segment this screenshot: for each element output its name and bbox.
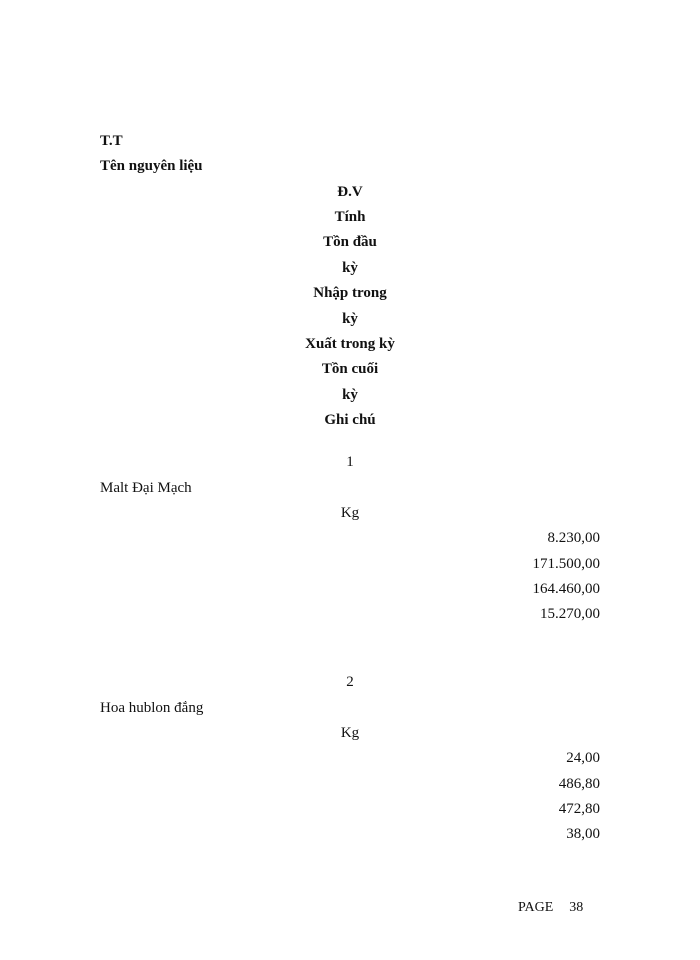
header-ten-nguyen-lieu: Tên nguyên liệu: [100, 158, 203, 174]
page-number: 38: [569, 900, 584, 915]
header-nhap-line2: kỳ: [342, 311, 358, 327]
header-tinh: Tính: [334, 209, 366, 225]
page-label: PAGE: [518, 900, 554, 915]
header-ton-cuoi-line2: kỳ: [342, 387, 358, 403]
header-xuat: Xuất trong kỳ: [305, 336, 395, 352]
header-tt: T.T: [100, 133, 123, 149]
header-ghi-chu: Ghi chú: [324, 412, 376, 428]
row2-nhap: 486,80: [558, 776, 600, 792]
row2-ton-dau: 24,00: [566, 750, 600, 766]
row2-xuat: 472,80: [558, 801, 600, 817]
row2-unit: Kg: [340, 725, 360, 741]
row2-ton-cuoi: 38,00: [566, 826, 600, 842]
row1-xuat: 164.460,00: [532, 581, 600, 597]
row2-tt: 2: [346, 674, 354, 690]
header-dv: Đ.V: [337, 184, 363, 200]
row1-ton-dau: 8.230,00: [547, 530, 600, 546]
header-nhap-line1: Nhập trong: [313, 285, 387, 301]
header-ton-cuoi-line1: Tồn cuối: [321, 361, 379, 377]
page-footer: [518, 900, 583, 916]
row1-unit: Kg: [340, 505, 360, 521]
row1-name: Malt Đại Mạch: [100, 480, 192, 496]
header-ton-dau-line2: kỳ: [342, 260, 358, 276]
row1-nhap: 171.500,00: [532, 556, 600, 572]
row1-ton-cuoi: 15.270,00: [540, 606, 600, 622]
header-ton-dau-line1: Tồn đầu: [323, 234, 377, 250]
row1-tt: 1: [346, 454, 354, 470]
row2-name: Hoa hublon đắng: [100, 700, 204, 716]
